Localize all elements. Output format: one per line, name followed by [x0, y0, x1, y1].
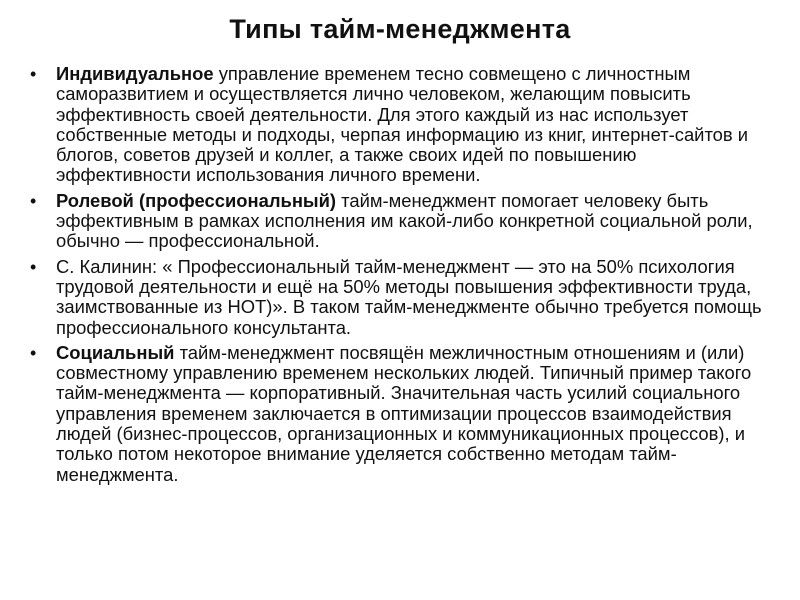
- term-bold: Индивидуальное: [56, 63, 214, 84]
- bullet-icon: •: [30, 256, 37, 277]
- list-item-role: [26, 191, 764, 252]
- list-item-quote: [26, 257, 764, 338]
- bullet-list: [26, 64, 764, 490]
- list-item-individual: [26, 64, 764, 186]
- item-text: управление временем тесно совмещено с личностным саморазвитием и осуществляется лично человеком, желающим повысить эффективность своей деятельности. Для этого каждый из нас использует собственные методы и подходы, черпая информацию из книг, интернет-сайтов и блогов, советов друзей и коллег, а также своих идей по повышению эффективности использования личного времени.: [56, 63, 749, 186]
- term-bold: Ролевой (профессиональный): [56, 189, 337, 211]
- slide-title: Типы тайм-менеджмента: [229, 14, 571, 44]
- bullet-icon: •: [30, 342, 37, 363]
- item-text: тайм-менеджмент посвящён межличностным отношениям и (или) совместному управлению временем нескольких людей. Типичный пример такого тайм-менеджмента — корпоративный. Значительная часть усилий социального управления временем заключается в оптимизации процессов взаимодействия людей (бизнес-процессов, организационных и коммуникационных процессов), и только потом некоторое внимание уделяется собственно методам тайм-менеджмента.: [56, 341, 752, 485]
- bullet-icon: •: [30, 64, 37, 84]
- list-item-social: [26, 343, 764, 485]
- term-bold: Социальный: [56, 341, 175, 363]
- item-text: С. Калинин: « Профессиональный тайм-менеджмент — это на 50% психология трудовой деятельности и ещё на 50% методы повышения эффективности труда, заимствованные из НОТ)». В таком тайм-менеджменте обычно требуется помощь профессионального консультанта.: [56, 255, 762, 338]
- bullet-icon: •: [30, 190, 37, 211]
- item-text: тайм-менеджмент помогает человеку быть эффективным в рамках исполнения им какой-либо конкретной социальной роли, обычно — профессиональной.: [56, 189, 753, 252]
